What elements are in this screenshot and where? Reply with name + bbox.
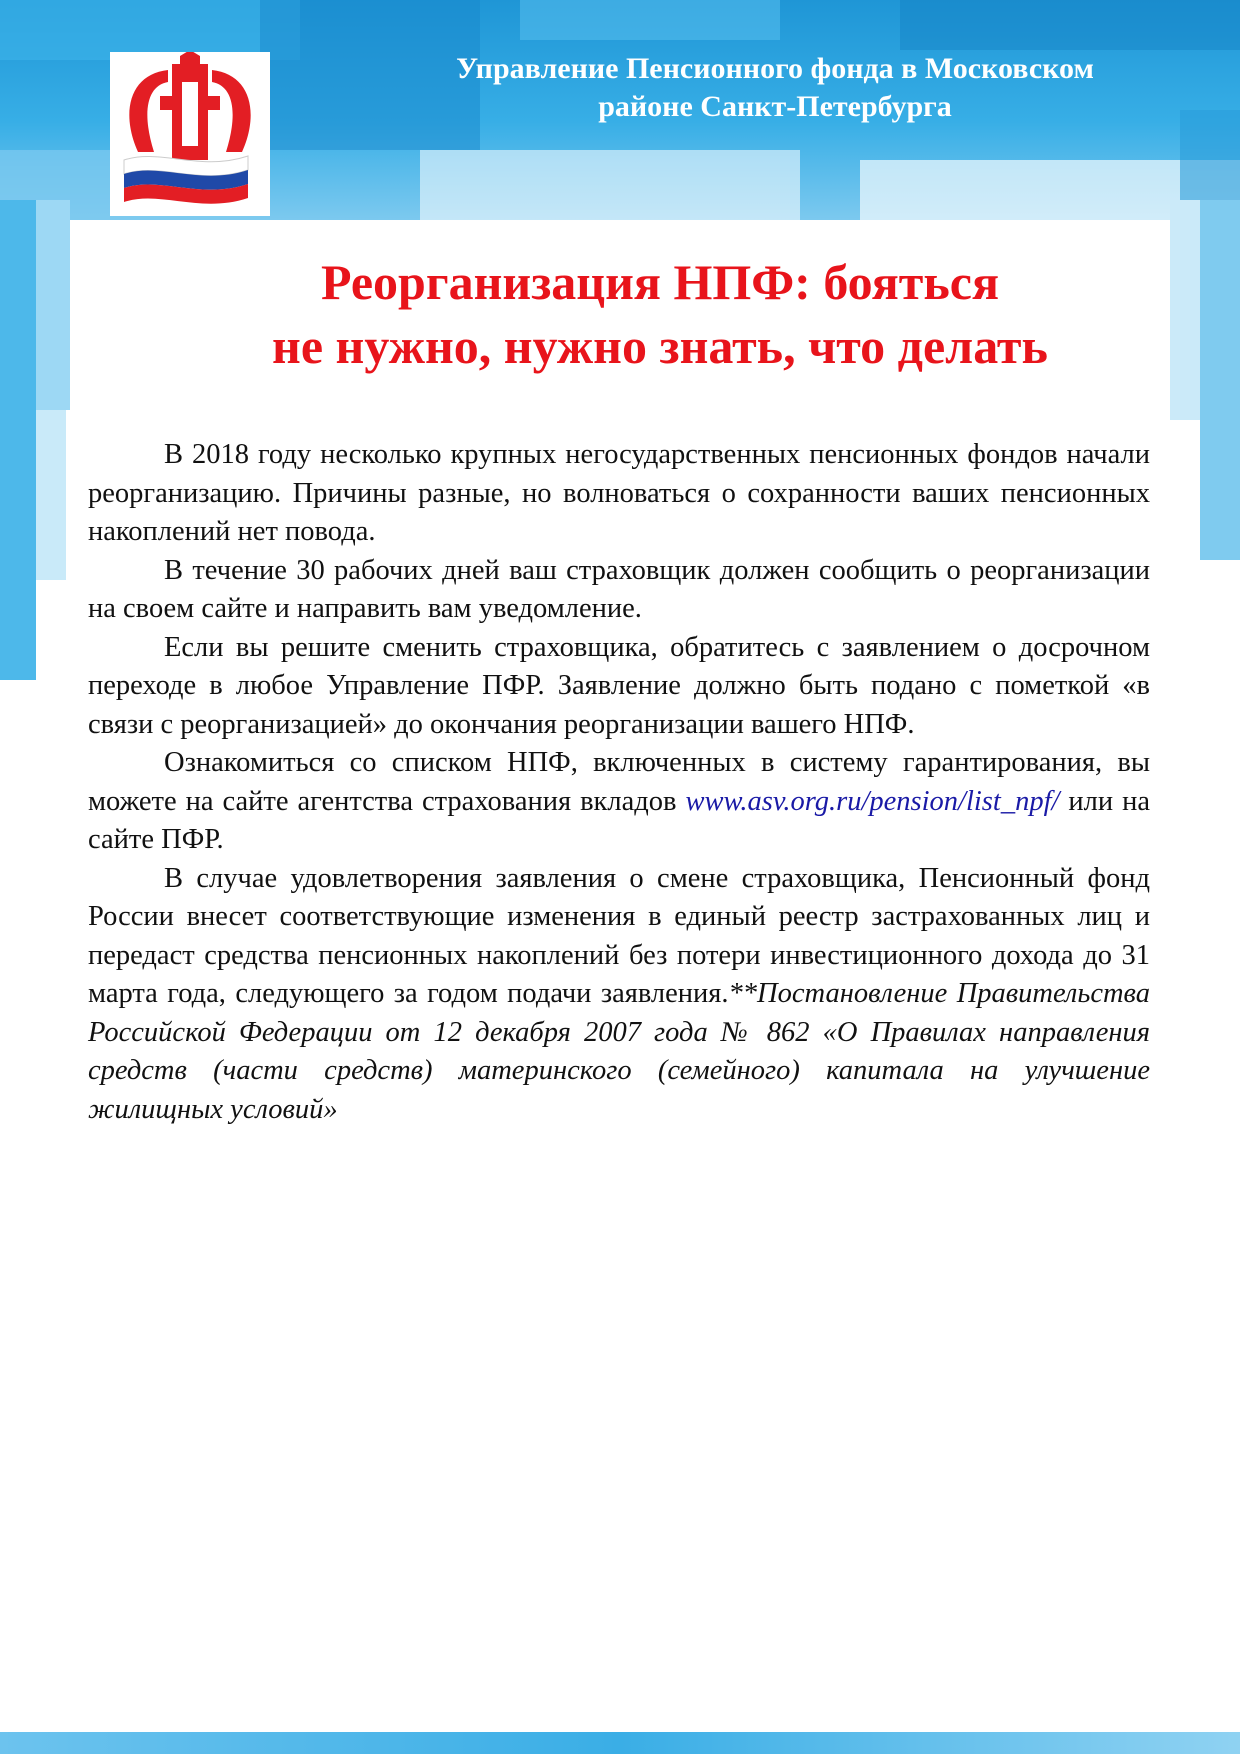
paragraph-4: [88, 744, 1150, 860]
paragraph-4-tail: или на сайте ПФР.: [88, 785, 1150, 855]
pfr-logo: [110, 52, 270, 216]
paragraph-2: В течение 30 рабочих дней ваш страховщик должен сообщить о реорганизации на своем сайте и направить вам уведомление.: [88, 554, 1150, 624]
left-decoration: [0, 200, 90, 680]
article-body: [88, 436, 1150, 1129]
paragraph-4-text: Ознакомиться со списком НПФ, включенных в систему гарантирования, вы можете на сайте агентства страхования вкладов: [88, 747, 1150, 817]
footnote: **Постановление Правительства Российской Федерации от 12 декабря 2007 года № 862 «О Правилах направления средств (части средств) материнского (семейного) капитала на улучшение жилищных условий»: [88, 978, 1150, 1125]
right-decoration: [1170, 200, 1240, 560]
page-title-line1: Реорганизация НПФ: бояться: [320, 254, 1000, 310]
pfr-emblem-icon: [110, 52, 270, 216]
footer-band: [0, 1732, 1240, 1754]
paragraph-5-text: В случае удовлетворения заявления о смене страховщика, Пенсионный фонд России внесет соответствующие изменения в единый реестр застрахованных лиц и передаст средства пенсионных накоплений без потери инвестиционного дохода до 31 марта года, следующего за годом подачи заявления.: [88, 862, 1150, 1009]
paragraph-3: Если вы решите сменить страховщика, обратитесь с заявлением о досрочном переходе в любое Управление ПФР. Заявление должно быть подано с пометкой «в связи с реорганизацией» до окончания реорганизации вашего НПФ.: [88, 631, 1150, 740]
header-title-line2: районе Санкт-Петербурга: [598, 90, 952, 123]
page-title-line2: не нужно, нужно знать, что делать: [272, 318, 1048, 374]
paragraph-5: [88, 860, 1150, 1130]
paragraph-1: В 2018 году несколько крупных негосударственных пенсионных фондов начали реорганизацию. Причины разные, но волноваться о сохранности ваших пенсионных накоплений нет повода.: [88, 439, 1150, 547]
header-title: [380, 50, 1170, 126]
header-title-line1: Управление Пенсионного фонда в Московском: [456, 52, 1094, 85]
asv-link[interactable]: www.asv.org.ru/pension/list_npf/: [685, 785, 1060, 817]
page-title: [150, 250, 1170, 378]
